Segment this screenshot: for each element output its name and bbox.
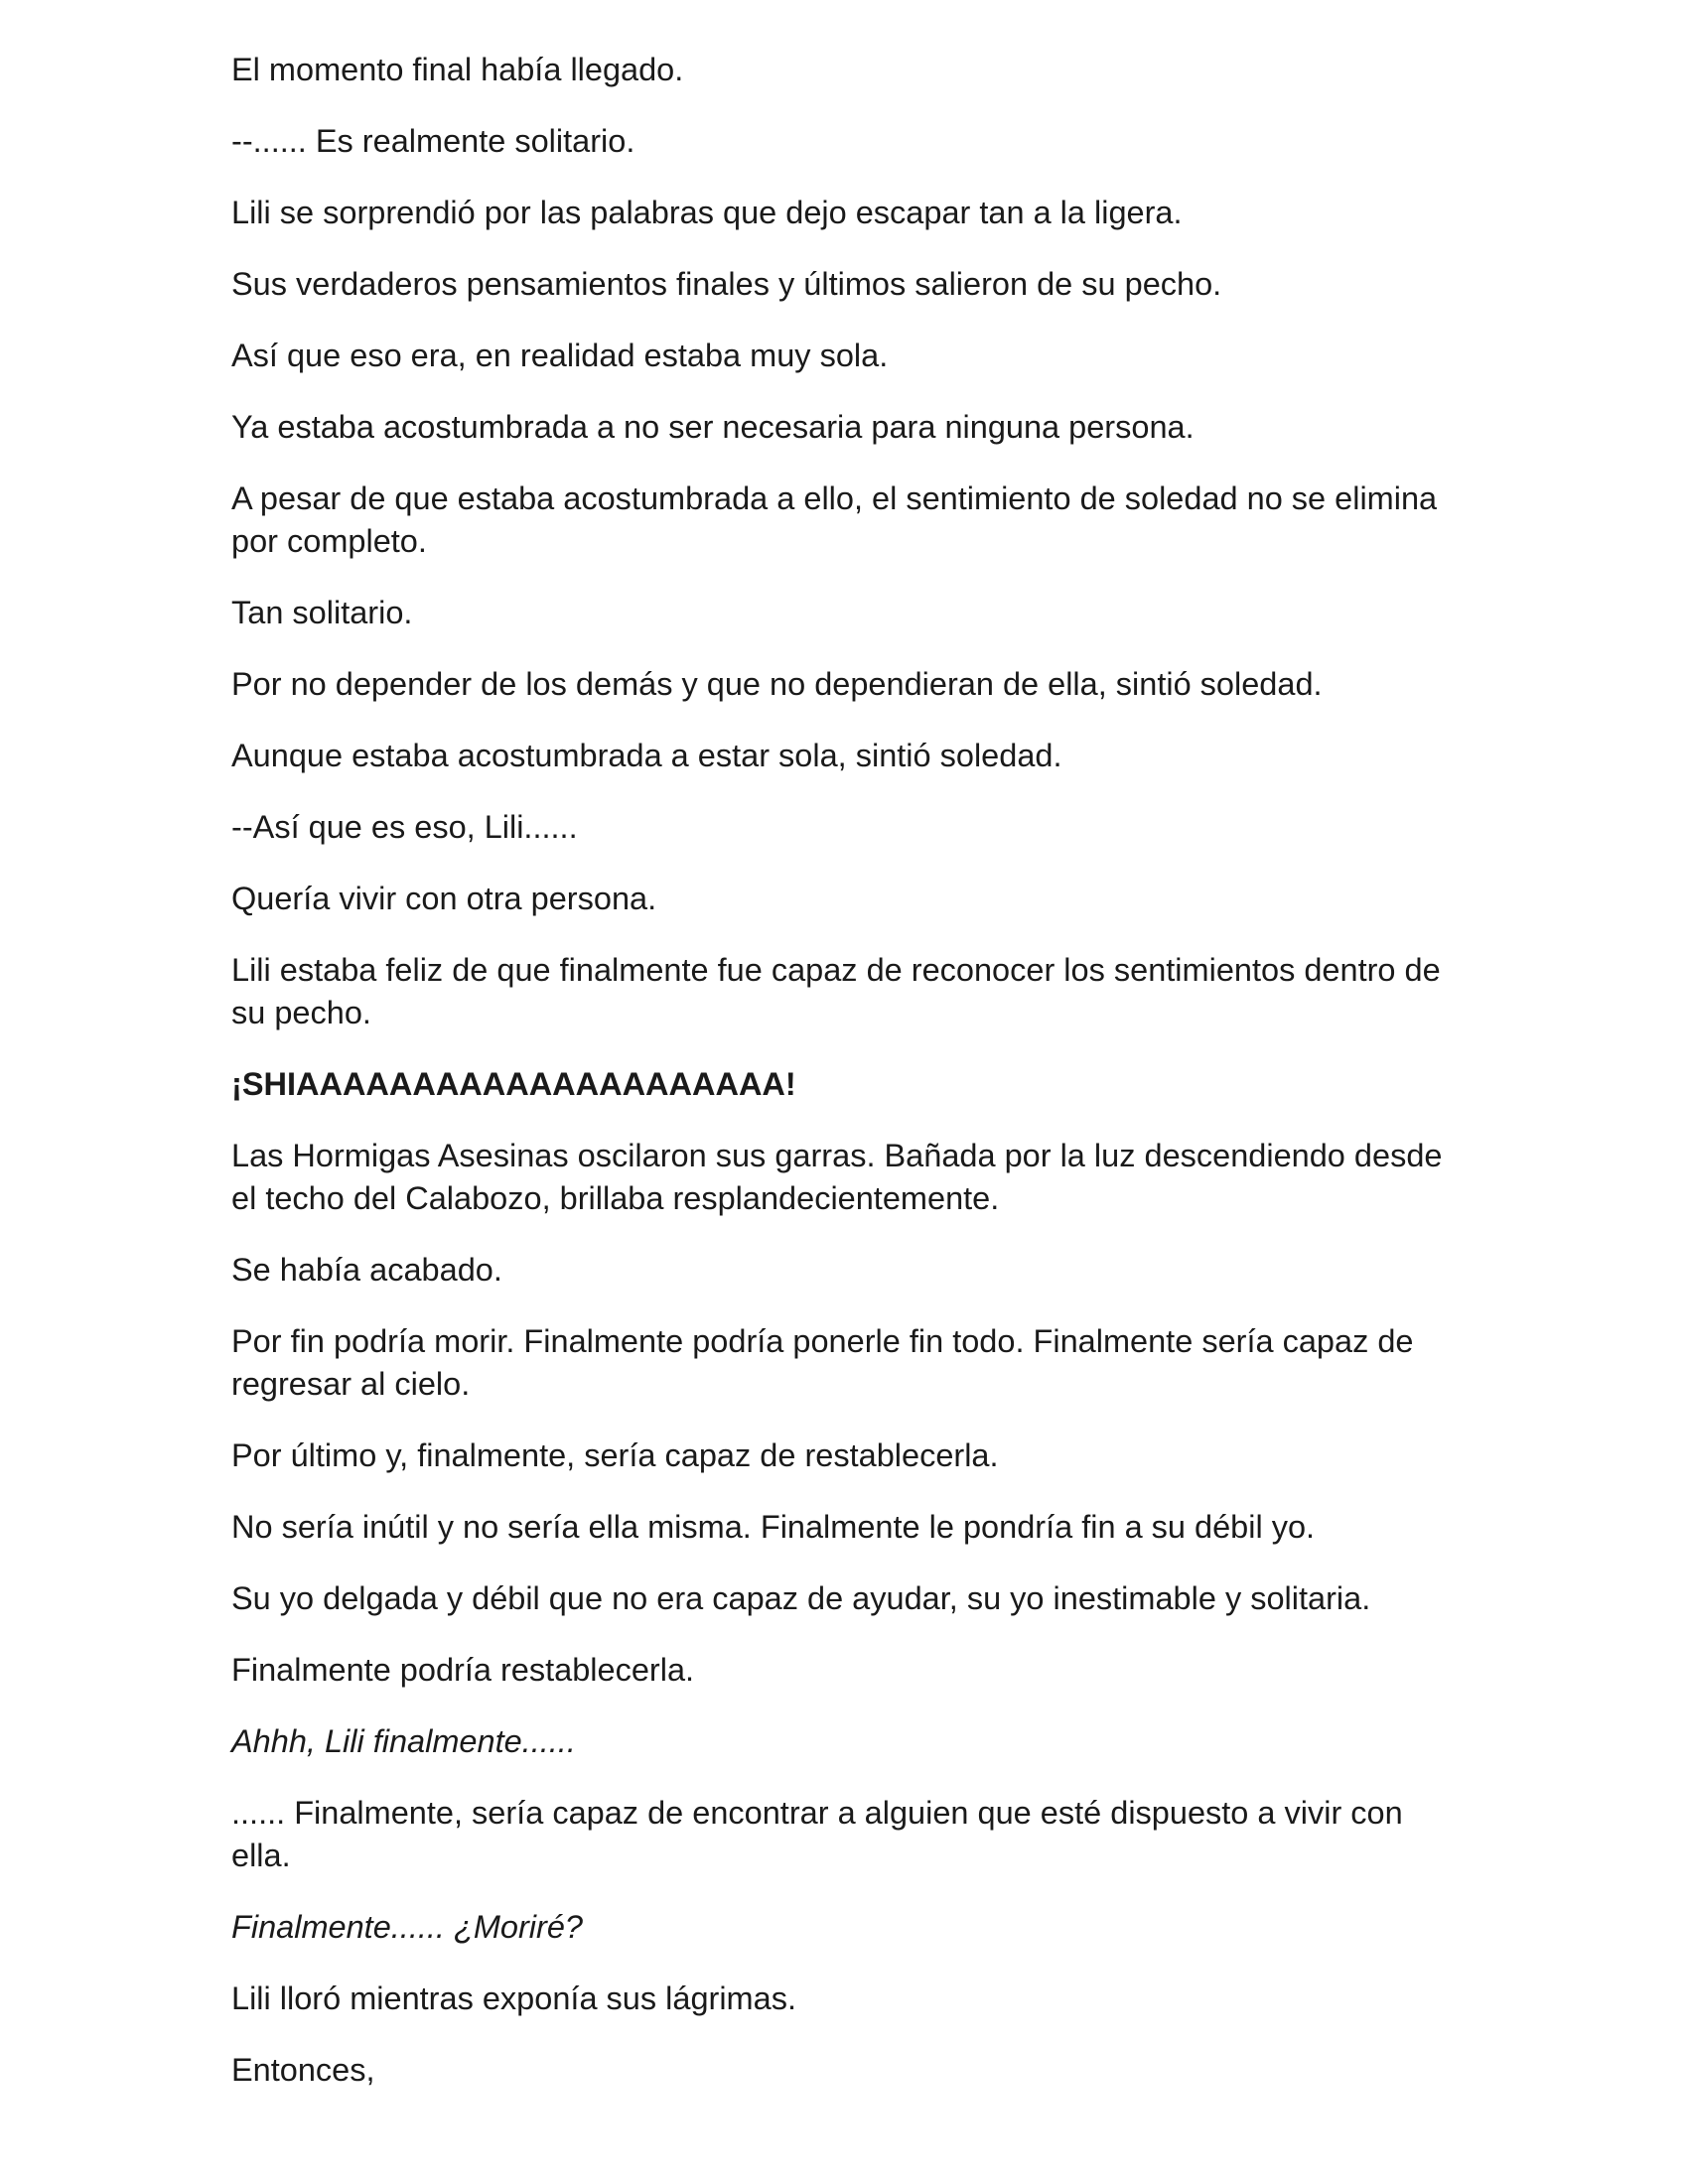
paragraph: Quería vivir con otra persona.	[231, 881, 657, 916]
paragraph: --Así que es eso, Lili......	[231, 809, 578, 845]
paragraph: Por fin podría morir. Finalmente podría ponerle fin todo. Finalmente sería capaz de regresar al cielo.	[231, 1323, 1414, 1402]
paragraph: Finalmente podría restablecerla.	[231, 1652, 695, 1688]
paragraph: Lili se sorprendió por las palabras que dejo escapar tan a la ligera.	[231, 195, 1183, 230]
paragraph: El momento final había llegado.	[231, 52, 684, 87]
paragraph: Tan solitario.	[231, 595, 413, 630]
paragraph: Lili lloró mientras exponía sus lágrimas.	[231, 1980, 796, 2016]
paragraph: --...... Es realmente solitario.	[231, 123, 635, 159]
paragraph: Su yo delgada y débil que no era capaz de ayudar, su yo inestimable y solitaria.	[231, 1580, 1371, 1616]
paragraph: Ya estaba acostumbrada a no ser necesaria para ninguna persona.	[231, 409, 1195, 445]
paragraph: Entonces,	[231, 2052, 375, 2088]
paragraph: Así que eso era, en realidad estaba muy sola.	[231, 338, 889, 373]
italic-thought: Ahhh, Lili finalmente......	[231, 1723, 576, 1759]
paragraph: Aunque estaba acostumbrada a estar sola, sintió soledad.	[231, 738, 1062, 773]
paragraph: Por no depender de los demás y que no dependieran de ella, sintió soledad.	[231, 666, 1323, 702]
paragraph: Se había acabado.	[231, 1252, 502, 1288]
paragraph: Por último y, finalmente, sería capaz de restablecerla.	[231, 1437, 999, 1473]
paragraph: Lili estaba feliz de que finalmente fue capaz de reconocer los sentimientos dentro de su pecho.	[231, 952, 1441, 1030]
paragraph: A pesar de que estaba acostumbrada a ello, el sentimiento de soledad no se elimina por completo.	[231, 480, 1438, 559]
paragraph: No sería inútil y no sería ella misma. Finalmente le pondría fin a su débil yo.	[231, 1509, 1316, 1545]
paragraph: Sus verdaderos pensamientos finales y últimos salieron de su pecho.	[231, 266, 1222, 302]
document-body	[231, 49, 1463, 2120]
sound-effect-heading: ¡SHIAAAAAAAAAAAAAAAAAAAAA!	[231, 1066, 796, 1102]
paragraph: Las Hormigas Asesinas oscilaron sus garras. Bañada por la luz descendiendo desde el techo del Calabozo, brillaba resplandecientemente.	[231, 1138, 1443, 1216]
italic-thought: Finalmente...... ¿Moriré?	[231, 1909, 583, 1945]
paragraph: ...... Finalmente, sería capaz de encontrar a alguien que esté dispuesto a vivir con ella.	[231, 1795, 1403, 1873]
